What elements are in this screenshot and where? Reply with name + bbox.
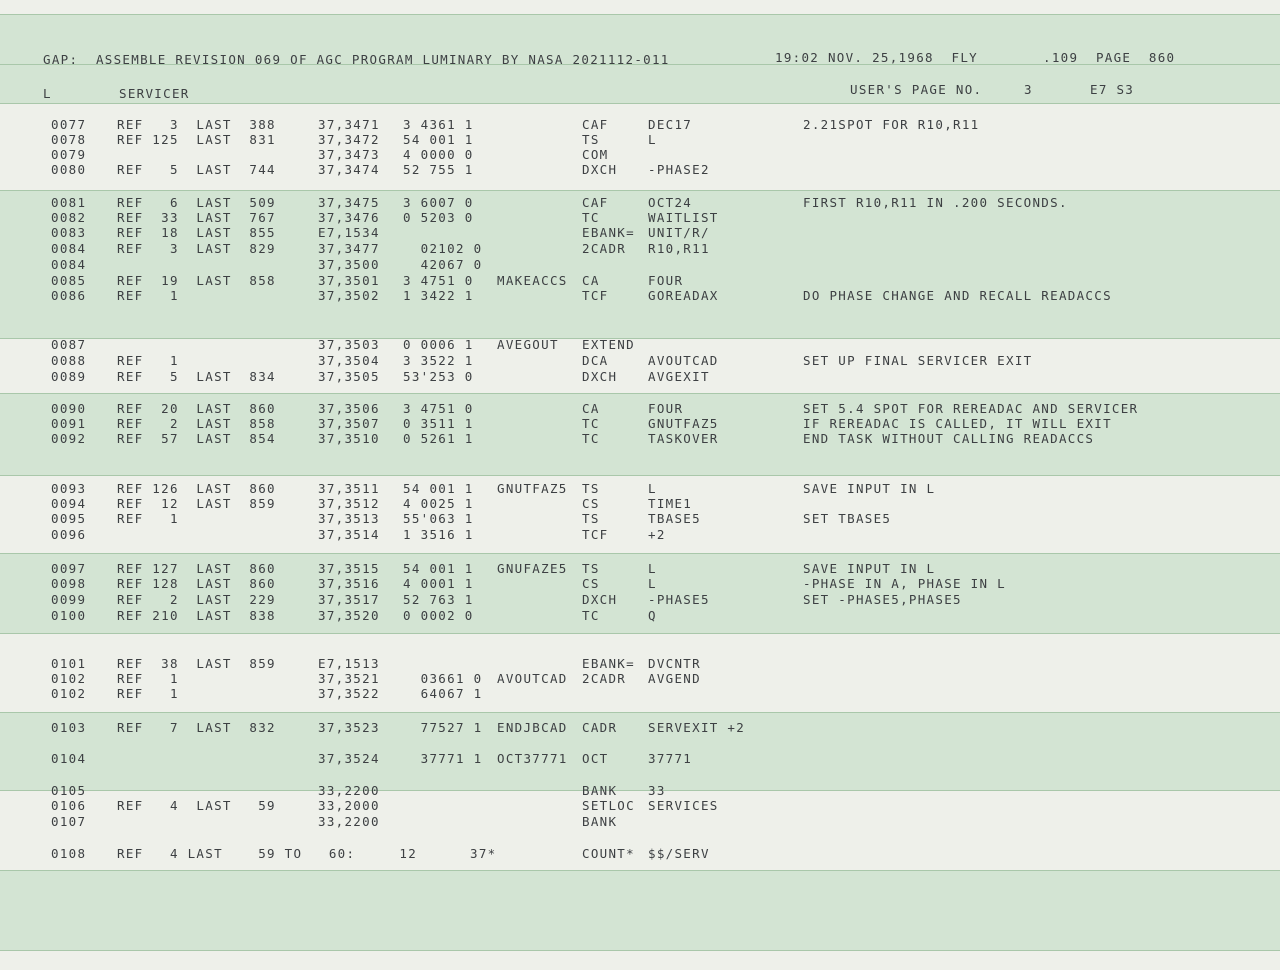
label: AVOUTCAD	[497, 671, 568, 686]
object-code: 0 5261 1	[403, 431, 474, 446]
listing-line	[0, 289, 1280, 304]
object-code: 54 001 1	[403, 132, 474, 147]
reference: REF 57 LAST 854	[117, 431, 276, 446]
reference: REF 5 LAST 744	[117, 162, 276, 177]
operand: DVCNTR	[648, 656, 701, 671]
line-number: 0106	[51, 798, 87, 813]
line-number: 0085	[51, 273, 87, 288]
reference: REF 127 LAST 860	[117, 561, 276, 576]
listing-line	[0, 609, 1280, 624]
address: 37,3477	[318, 241, 380, 256]
object-code: 54 001 1	[403, 561, 474, 576]
listing-line	[0, 497, 1280, 512]
line-number: 0100	[51, 608, 87, 623]
line-number: 0088	[51, 353, 87, 368]
label: AVEGOUT	[497, 337, 559, 352]
opcode: TS	[582, 132, 600, 147]
reference: REF 125 LAST 831	[117, 132, 276, 147]
opcode: TS	[582, 561, 600, 576]
listing-line	[0, 482, 1280, 497]
object-code: 3 4751 0	[403, 401, 474, 416]
object-code: 3 4361 1	[403, 117, 474, 132]
reference: REF 3 LAST 388	[117, 117, 276, 132]
address: 37,3512	[318, 496, 380, 511]
line-number: 0083	[51, 225, 87, 240]
reference: REF 38 LAST 859	[117, 656, 276, 671]
object-code: 55'063 1	[403, 511, 474, 526]
label: GNUTFAZ5	[497, 481, 568, 496]
line-number: 0096	[51, 527, 87, 542]
listing-line	[0, 784, 1280, 799]
opcode: TC	[582, 431, 600, 446]
line-number: 0081	[51, 195, 87, 210]
footer-count-line	[0, 847, 1280, 862]
opcode: TC	[582, 608, 600, 623]
listing-line	[0, 417, 1280, 432]
line-number: 0098	[51, 576, 87, 591]
line-number: 0079	[51, 147, 87, 162]
opcode: 2CADR	[582, 671, 627, 686]
address: 37,3524	[318, 751, 380, 766]
listing-line	[0, 657, 1280, 672]
object-code: 77527 1	[403, 720, 483, 735]
address: 37,3511	[318, 481, 380, 496]
object-code: 4 0000 0	[403, 147, 474, 162]
comment: 2.21SPOT FOR R10,R11	[803, 117, 980, 132]
paper-rule	[0, 475, 1280, 476]
label: GNUFAZE5	[497, 561, 568, 576]
address: 37,3523	[318, 720, 380, 735]
label: MAKEACCS	[497, 273, 568, 288]
opcode: CS	[582, 576, 600, 591]
address: 37,3472	[318, 132, 380, 147]
reference: REF 5 LAST 834	[117, 369, 276, 384]
line-number: 0097	[51, 561, 87, 576]
object-code: 0 3511 1	[403, 416, 474, 431]
opcode: 2CADR	[582, 241, 627, 256]
users-page-number: 3	[1024, 82, 1033, 97]
operand: TASKOVER	[648, 431, 719, 446]
line-number: 0095	[51, 511, 87, 526]
reference: REF 12 LAST 859	[117, 496, 276, 511]
object-code: 4 0025 1	[403, 496, 474, 511]
operand: GNUTFAZ5	[648, 416, 719, 431]
address: 37,3510	[318, 431, 380, 446]
paper-band	[0, 950, 1280, 970]
comment: IF REREADAC IS CALLED, IT WILL EXIT	[803, 416, 1112, 431]
comment: SET -PHASE5,PHASE5	[803, 592, 962, 607]
paper-band	[0, 0, 1280, 14]
listing-line	[0, 242, 1280, 257]
address: 37,3516	[318, 576, 380, 591]
object-code: 52 763 1	[403, 592, 474, 607]
operand: -PHASE2	[648, 162, 710, 177]
comment: SET 5.4 SPOT FOR REREADAC AND SERVICER	[803, 401, 1139, 416]
listing-line	[0, 721, 1280, 736]
comment: -PHASE IN A, PHASE IN L	[803, 576, 1006, 591]
operand: Q	[648, 608, 657, 623]
address: 37,3520	[318, 608, 380, 623]
reference: REF 20 LAST 860	[117, 401, 276, 416]
operand: AVOUTCAD	[648, 353, 719, 368]
opcode: BANK	[582, 814, 618, 829]
opcode: CAF	[582, 117, 609, 132]
address: 33,2000	[318, 798, 380, 813]
line-number: 0107	[51, 814, 87, 829]
address: 33,2200	[318, 783, 380, 798]
address: 37,3474	[318, 162, 380, 177]
paper-rule	[0, 14, 1280, 15]
address: 37,3473	[318, 147, 380, 162]
comment: FIRST R10,R11 IN .200 SECONDS.	[803, 195, 1068, 210]
opcode: CAF	[582, 195, 609, 210]
operand: TBASE5	[648, 511, 701, 526]
object-code: 54 001 1	[403, 481, 474, 496]
opcode: EBANK=	[582, 225, 635, 240]
count-summary: REF 4 LAST 59 TO 60: 12 37*	[117, 846, 497, 861]
operand: OCT24	[648, 195, 693, 210]
listing-line	[0, 432, 1280, 447]
listing-line	[0, 118, 1280, 133]
object-code: 3 6007 0	[403, 195, 474, 210]
opcode: CADR	[582, 720, 618, 735]
line-number: 0090	[51, 401, 87, 416]
operand: -PHASE5	[648, 592, 710, 607]
object-code: 52 755 1	[403, 162, 474, 177]
reference: REF 1	[117, 686, 179, 701]
address: 37,3504	[318, 353, 380, 368]
listing-line	[0, 752, 1280, 767]
line-number: 0092	[51, 431, 87, 446]
reference: REF 33 LAST 767	[117, 210, 276, 225]
section-letter: L	[43, 86, 52, 101]
opcode: DCA	[582, 353, 609, 368]
address: 37,3506	[318, 401, 380, 416]
reference: REF 1	[117, 511, 179, 526]
line-number: 0078	[51, 132, 87, 147]
line-number: 0094	[51, 496, 87, 511]
operand: FOUR	[648, 401, 684, 416]
opcode: SETLOC	[582, 798, 635, 813]
reference: REF 2 LAST 229	[117, 592, 276, 607]
paper-rule	[0, 870, 1280, 871]
operand: SERVICES	[648, 798, 719, 813]
section-name: SERVICER	[119, 86, 190, 101]
object-code: 42067 0	[403, 257, 483, 272]
header-datetime: 19:02 NOV. 25,1968 FLY	[775, 50, 978, 65]
address: 37,3502	[318, 288, 380, 303]
line-number: 0089	[51, 369, 87, 384]
line-number: 0102	[51, 671, 87, 686]
address: 37,3475	[318, 195, 380, 210]
operand: SERVEXIT +2	[648, 720, 746, 735]
opcode: CA	[582, 273, 600, 288]
listing-line	[0, 163, 1280, 178]
object-code: 1 3422 1	[403, 288, 474, 303]
operand: AVGEXIT	[648, 369, 710, 384]
reference: REF 2 LAST 858	[117, 416, 276, 431]
address: 33,2200	[318, 814, 380, 829]
opcode: COUNT*	[582, 846, 635, 861]
address: 37,3471	[318, 117, 380, 132]
line-number: 0093	[51, 481, 87, 496]
address: 37,3521	[318, 671, 380, 686]
paper-rule	[0, 103, 1280, 104]
listing-line	[0, 562, 1280, 577]
line-number: 0103	[51, 720, 87, 735]
opcode: TC	[582, 416, 600, 431]
line-number: 0105	[51, 783, 87, 798]
reference: REF 6 LAST 509	[117, 195, 276, 210]
reference: REF 128 LAST 860	[117, 576, 276, 591]
opcode: BANK	[582, 783, 618, 798]
line-number: 0091	[51, 416, 87, 431]
line-number: 0082	[51, 210, 87, 225]
operand: L	[648, 576, 657, 591]
address: 37,3501	[318, 273, 380, 288]
address: 37,3505	[318, 369, 380, 384]
opcode: DXCH	[582, 162, 618, 177]
header-page-number: .109 PAGE 860	[1043, 50, 1176, 65]
listing-line	[0, 672, 1280, 687]
listing-line	[0, 512, 1280, 527]
object-code: 64067 1	[403, 686, 483, 701]
reference: REF 18 LAST 855	[117, 225, 276, 240]
opcode: COM	[582, 147, 609, 162]
reference: REF 7 LAST 832	[117, 720, 276, 735]
paper-rule	[0, 553, 1280, 554]
paper-rule	[0, 950, 1280, 951]
header-title: GAP: ASSEMBLE REVISION 069 OF AGC PROGRAM LUMINARY BY NASA 2021112-011	[43, 52, 670, 67]
operand: L	[648, 481, 657, 496]
listing-line	[0, 687, 1280, 702]
object-code: 3 4751 0	[403, 273, 474, 288]
line-number: 0108	[51, 846, 87, 861]
operand: $$/SERV	[648, 846, 710, 861]
address: E7,1534	[318, 225, 380, 240]
comment: SAVE INPUT IN L	[803, 481, 936, 496]
comment: DO PHASE CHANGE AND RECALL READACCS	[803, 288, 1112, 303]
line-number: 0086	[51, 288, 87, 303]
line-number: 0084	[51, 241, 87, 256]
object-code: 53'253 0	[403, 369, 474, 384]
opcode: OCT	[582, 751, 609, 766]
reference: REF 1	[117, 353, 179, 368]
listing-line	[0, 148, 1280, 163]
operand: R10,R11	[648, 241, 710, 256]
paper-rule	[0, 712, 1280, 713]
paper-rule	[0, 633, 1280, 634]
listing-line	[0, 133, 1280, 148]
reference: REF 3 LAST 829	[117, 241, 276, 256]
comment: SAVE INPUT IN L	[803, 561, 936, 576]
line-number: 0099	[51, 592, 87, 607]
address: 37,3517	[318, 592, 380, 607]
opcode: CA	[582, 401, 600, 416]
listing-line	[0, 226, 1280, 241]
operand: TIME1	[648, 496, 693, 511]
opcode: TCF	[582, 288, 609, 303]
listing-line	[0, 402, 1280, 417]
line-number: 0102	[51, 686, 87, 701]
opcode: DXCH	[582, 592, 618, 607]
paper-rule	[0, 190, 1280, 191]
object-code: 0 0002 0	[403, 608, 474, 623]
object-code: 3 3522 1	[403, 353, 474, 368]
listing-line	[0, 338, 1280, 353]
reference: REF 1	[117, 671, 179, 686]
object-code: 0 0006 1	[403, 337, 474, 352]
opcode: TS	[582, 511, 600, 526]
address: E7,1513	[318, 656, 380, 671]
users-page-label: USER'S PAGE NO.	[850, 82, 983, 97]
listing-line	[0, 577, 1280, 592]
object-code: 03661 0	[403, 671, 483, 686]
opcode: TS	[582, 481, 600, 496]
object-code: 4 0001 1	[403, 576, 474, 591]
line-number: 0080	[51, 162, 87, 177]
label: OCT37771	[497, 751, 568, 766]
operand: UNIT/R/	[648, 225, 710, 240]
opcode: EXTEND	[582, 337, 635, 352]
operand: FOUR	[648, 273, 684, 288]
line-number: 0101	[51, 656, 87, 671]
reference: REF 4 LAST 59	[117, 798, 276, 813]
comment: END TASK WITHOUT CALLING READACCS	[803, 431, 1095, 446]
operand: 33	[648, 783, 666, 798]
comment: SET UP FINAL SERVICER EXIT	[803, 353, 1033, 368]
operand: DEC17	[648, 117, 693, 132]
address: 37,3522	[318, 686, 380, 701]
opcode: DXCH	[582, 369, 618, 384]
address: 37,3500	[318, 257, 380, 272]
object-code: 02102 0	[403, 241, 483, 256]
object-code: 37771 1	[403, 751, 483, 766]
listing-line	[0, 815, 1280, 830]
reference: REF 126 LAST 860	[117, 481, 276, 496]
object-code: 0 5203 0	[403, 210, 474, 225]
address: 37,3515	[318, 561, 380, 576]
operand: AVGEND	[648, 671, 701, 686]
address: 37,3514	[318, 527, 380, 542]
paper-rule	[0, 393, 1280, 394]
listing-line	[0, 211, 1280, 226]
reference: REF 19 LAST 858	[117, 273, 276, 288]
listing-line	[0, 593, 1280, 608]
reference: REF 1	[117, 288, 179, 303]
operand: L	[648, 132, 657, 147]
operand: L	[648, 561, 657, 576]
line-number: 0077	[51, 117, 87, 132]
address: 37,3503	[318, 337, 380, 352]
reference: REF 210 LAST 838	[117, 608, 276, 623]
listing-line	[0, 528, 1280, 543]
address: 37,3507	[318, 416, 380, 431]
listing-line	[0, 274, 1280, 289]
opcode: TC	[582, 210, 600, 225]
bank-info: E7 S3	[1090, 82, 1135, 97]
label: ENDJBCAD	[497, 720, 568, 735]
address: 37,3476	[318, 210, 380, 225]
operand: 37771	[648, 751, 693, 766]
listing-line	[0, 354, 1280, 369]
operand: WAITLIST	[648, 210, 719, 225]
object-code: 1 3516 1	[403, 527, 474, 542]
opcode: EBANK=	[582, 656, 635, 671]
operand: GOREADAX	[648, 288, 719, 303]
operand: +2	[648, 527, 666, 542]
line-number: 0084	[51, 257, 87, 272]
opcode: TCF	[582, 527, 609, 542]
paper-band	[0, 870, 1280, 950]
comment: SET TBASE5	[803, 511, 892, 526]
line-number: 0104	[51, 751, 87, 766]
listing-line	[0, 799, 1280, 814]
listing-line	[0, 370, 1280, 385]
opcode: CS	[582, 496, 600, 511]
listing-line	[0, 258, 1280, 273]
listing-line	[0, 196, 1280, 211]
address: 37,3513	[318, 511, 380, 526]
line-number: 0087	[51, 337, 87, 352]
